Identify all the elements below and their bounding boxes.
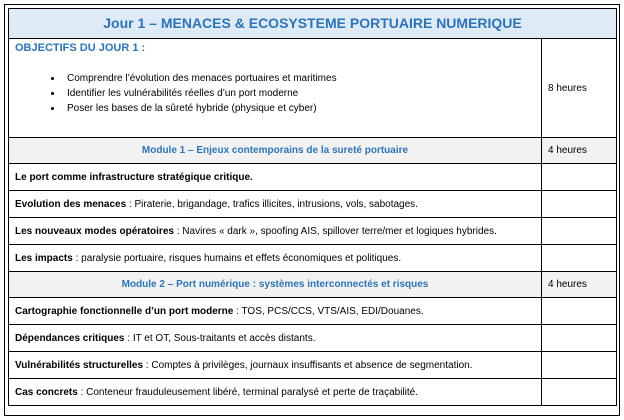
row-label: Les nouveaux modes opératoires [15,225,174,237]
objective-item: • Comprendre l’évolution des menaces portuaires et maritimes [63,71,535,86]
table-row [9,352,617,379]
objectives-list [15,71,535,116]
row-text [9,325,542,352]
row-detail: : Navires « dark », spoofing AIS, spillover terre/mer et logiques hybrides. [173,225,497,237]
row-text [9,352,542,379]
row-hours [542,245,617,272]
row-detail: : TOS, PCS/CCS, VTS/AIS, EDI/Douanes. [233,305,424,317]
row-label: Evolution des menaces [15,198,127,210]
row-hours [542,325,617,352]
objectives-cell [9,39,542,138]
row-text [9,218,542,245]
row-hours [542,379,617,406]
row-hours [542,298,617,325]
table-row [9,191,617,218]
day-title: Jour 1 – MENACES & ECOSYSTEME PORTUAIRE NUMERIQUE [9,9,617,39]
row-detail: : Conteneur frauduleusement libéré, terminal paralysé et perte de traçabilité. [77,386,418,398]
row-label: Le port comme infrastructure stratégique critique. [15,171,253,183]
row-hours [542,218,617,245]
row-text [9,379,542,406]
table-row [9,218,617,245]
objectives-hours: 8 heures [542,39,617,138]
row-hours [542,191,617,218]
row-detail: : paralysie portuaire, risques humains et effets économiques et politiques. [72,252,402,264]
table-row [9,164,617,191]
table-row [9,298,617,325]
row-label: Les impacts [15,252,73,264]
row-label: Dépendances critiques [15,332,125,344]
module-1-row [9,138,617,164]
row-text [9,245,542,272]
module-1-title: Module 1 – Enjeux contemporains de la sureté portuaire [9,138,542,164]
programme-table [8,8,617,406]
module-1-hours: 4 heures [542,138,617,164]
module-2-hours: 4 heures [542,272,617,298]
row-detail: : Comptes à privilèges, journaux insuffisants et absence de segmentation. [143,359,473,371]
row-label: Cartographie fonctionnelle d’un port moderne [15,305,234,317]
table-row [9,379,617,406]
row-text [9,191,542,218]
objective-item: • Identifier les vulnérabilités réelles d’un port moderne [63,86,535,101]
table-row [9,245,617,272]
row-detail: : Piraterie, brigandage, trafics illicites, intrusions, vols, sabotages. [126,198,418,210]
module-2-title: Module 2 – Port numérique : systèmes interconnectés et risques [9,272,542,298]
row-hours [542,164,617,191]
row-text [9,164,542,191]
row-label: Vulnérabilités structurelles [15,359,144,371]
row-text [9,298,542,325]
row-label: Cas concrets [15,386,78,398]
title-row [9,9,617,39]
module-2-row [9,272,617,298]
objective-item: • Poser les bases de la sûreté hybride (physique et cyber) [63,101,535,116]
objectives-row [9,39,617,138]
row-detail: : IT et OT, Sous-traitants et accès distants. [124,332,316,344]
row-hours [542,352,617,379]
objectives-heading: OBJECTIFS DU JOUR 1 : [15,42,146,54]
table-row [9,325,617,352]
